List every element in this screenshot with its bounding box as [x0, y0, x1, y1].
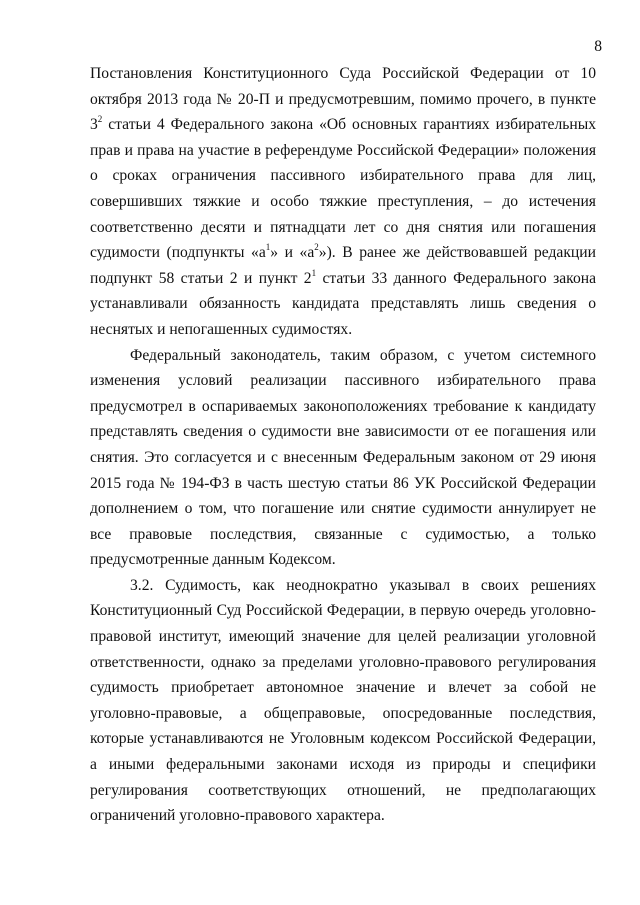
text-run: статьи 33 данного Федерального закона устанавливали обязанность кандидата представлять лишь сведения о неснятых и непогашенных судимостях.	[90, 269, 597, 338]
paragraph-continuation	[90, 61, 596, 343]
text-run: статьи 4 Федерального закона «Об основных гарантиях избирательных прав и права на участие в референдуме Российской Федерации» положения о сроках ограничения пассивного избирательного права для лиц, совершивших тяжкие и особо тяжкие преступления, – до истечения соответственно десяти и пятнадцати лет со дня снятия или погашения судимости (подпункты «а	[90, 116, 596, 262]
superscript: 1	[265, 241, 271, 252]
text-run: »). В ранее же действовавшей редакции подпункт 58 статьи 2 и пункт 2	[90, 244, 596, 287]
paragraph-section-3-2: 3.2. Судимость, как неоднократно указывал в своих решениях Конституционный Суд Российской Федерации, в первую очередь уголовно-правовой институт, имеющий значение для целей реализации уголовной ответственности, однако за пределами уголовно-правового регулирования судимость приобретает автономное значение и влечет за собой не уголовно-правовые, а общеправовые, опосредованные последствия, которые устанавливаются не Уголовным кодексом Российской Федерации, а иными федеральными законами исходя из природы и специфики регулирования соответствующих отношений, не предполагающих ограничений уголовно-правового характера.	[90, 576, 596, 825]
superscript: 2	[314, 241, 319, 252]
text-run: » и «а	[270, 244, 315, 262]
superscript: 1	[311, 267, 317, 278]
paragraph-legislator: Федеральный законодатель, таким образом, с учетом системного изменения условий реализации пассивного избирательного права предусмотрел в оспариваемых законоположениях требование к кандидату представлять сведения о судимости вне зависимости от ее погашения или снятия. Это согласуется и с внесенным Федеральным законом от 29 июня 2015 года № 194-ФЗ в часть шестую статьи 86 УК Российской Федерации дополнением о том, что погашение или снятие судимости аннулирует не все правовые последствия, связанные с судимостью, а только предусмотренные данным Кодексом.	[90, 346, 596, 569]
text-run: Постановления Конституционного Суда Российской Федерации от 10 октября 2013 года № 20-П и предусмотревшим, помимо прочего, в пункте 3	[90, 65, 596, 134]
page-number: 8	[594, 38, 602, 55]
superscript: 2	[97, 114, 103, 124]
document-body	[90, 61, 596, 829]
